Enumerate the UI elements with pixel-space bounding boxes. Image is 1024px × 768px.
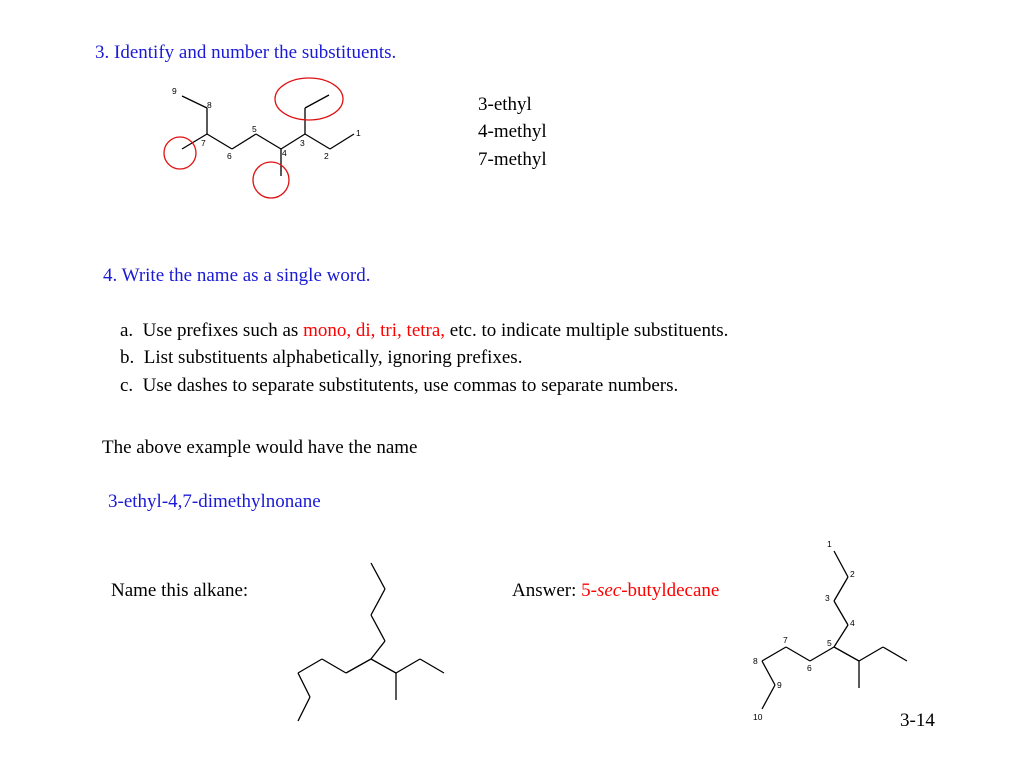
substituent-3-ethyl: 3-ethyl	[478, 94, 532, 115]
substituent-4-methyl: 4-methyl	[478, 121, 547, 142]
atom-label-6: 6	[807, 663, 812, 673]
bond	[834, 551, 848, 577]
rule-c: c. Use dashes to separate substitutents, use commas to separate numbers.	[120, 375, 679, 396]
atom-label-1: 1	[827, 539, 832, 549]
rule-a-suffix: etc. to indicate multiple substituents.	[445, 320, 729, 341]
rule-b: b. List substituents alphabetically, ignoring prefixes.	[120, 347, 523, 368]
bond	[834, 577, 848, 601]
slide-number: 3-14	[900, 710, 935, 731]
atom-label-10: 10	[753, 712, 763, 722]
atom-label-3: 3	[300, 138, 305, 148]
example-name: 3-ethyl-4,7-dimethylnonane	[108, 491, 321, 512]
exercise-prompt: Name this alkane:	[111, 580, 249, 601]
atom-label-3: 3	[825, 593, 830, 603]
step4-heading: 4. Write the name as a single word.	[103, 265, 371, 286]
rule-a-prefix: a. Use prefixes such as	[120, 320, 304, 341]
atom-label-2: 2	[850, 569, 855, 579]
bond	[762, 685, 775, 709]
atom-label-8: 8	[207, 100, 212, 110]
answer-label: Answer:	[512, 580, 582, 601]
bond	[834, 647, 859, 661]
atom-label-1: 1	[356, 128, 361, 138]
bond	[762, 661, 775, 685]
bond	[859, 647, 883, 661]
bond	[834, 601, 848, 625]
bond	[883, 647, 907, 661]
answer-number: 5-	[581, 580, 597, 601]
atom-label-9: 9	[172, 86, 177, 96]
bond	[810, 647, 834, 661]
step3-heading: 3. Identify and number the substituents.	[95, 42, 397, 63]
rule-a-highlight: mono, di, tri, tetra,	[303, 320, 446, 341]
atom-label-5: 5	[252, 124, 257, 134]
atom-label-7: 7	[201, 138, 206, 148]
atom-label-9: 9	[777, 680, 782, 690]
atom-label-2: 2	[324, 151, 329, 161]
example-intro: The above example would have the name	[102, 437, 418, 458]
atom-label-4: 4	[282, 148, 287, 158]
substituent-7-methyl: 7-methyl	[478, 149, 547, 170]
atom-label-4: 4	[850, 618, 855, 628]
answer-sec: sec	[596, 580, 622, 601]
bond	[834, 625, 848, 647]
bond	[786, 647, 810, 661]
atom-label-8: 8	[753, 656, 758, 666]
atom-label-6: 6	[227, 151, 232, 161]
bond	[762, 647, 786, 661]
answer-rest: -butyldecane	[621, 580, 720, 601]
atom-label-7: 7	[783, 635, 788, 645]
atom-label-5: 5	[827, 638, 832, 648]
